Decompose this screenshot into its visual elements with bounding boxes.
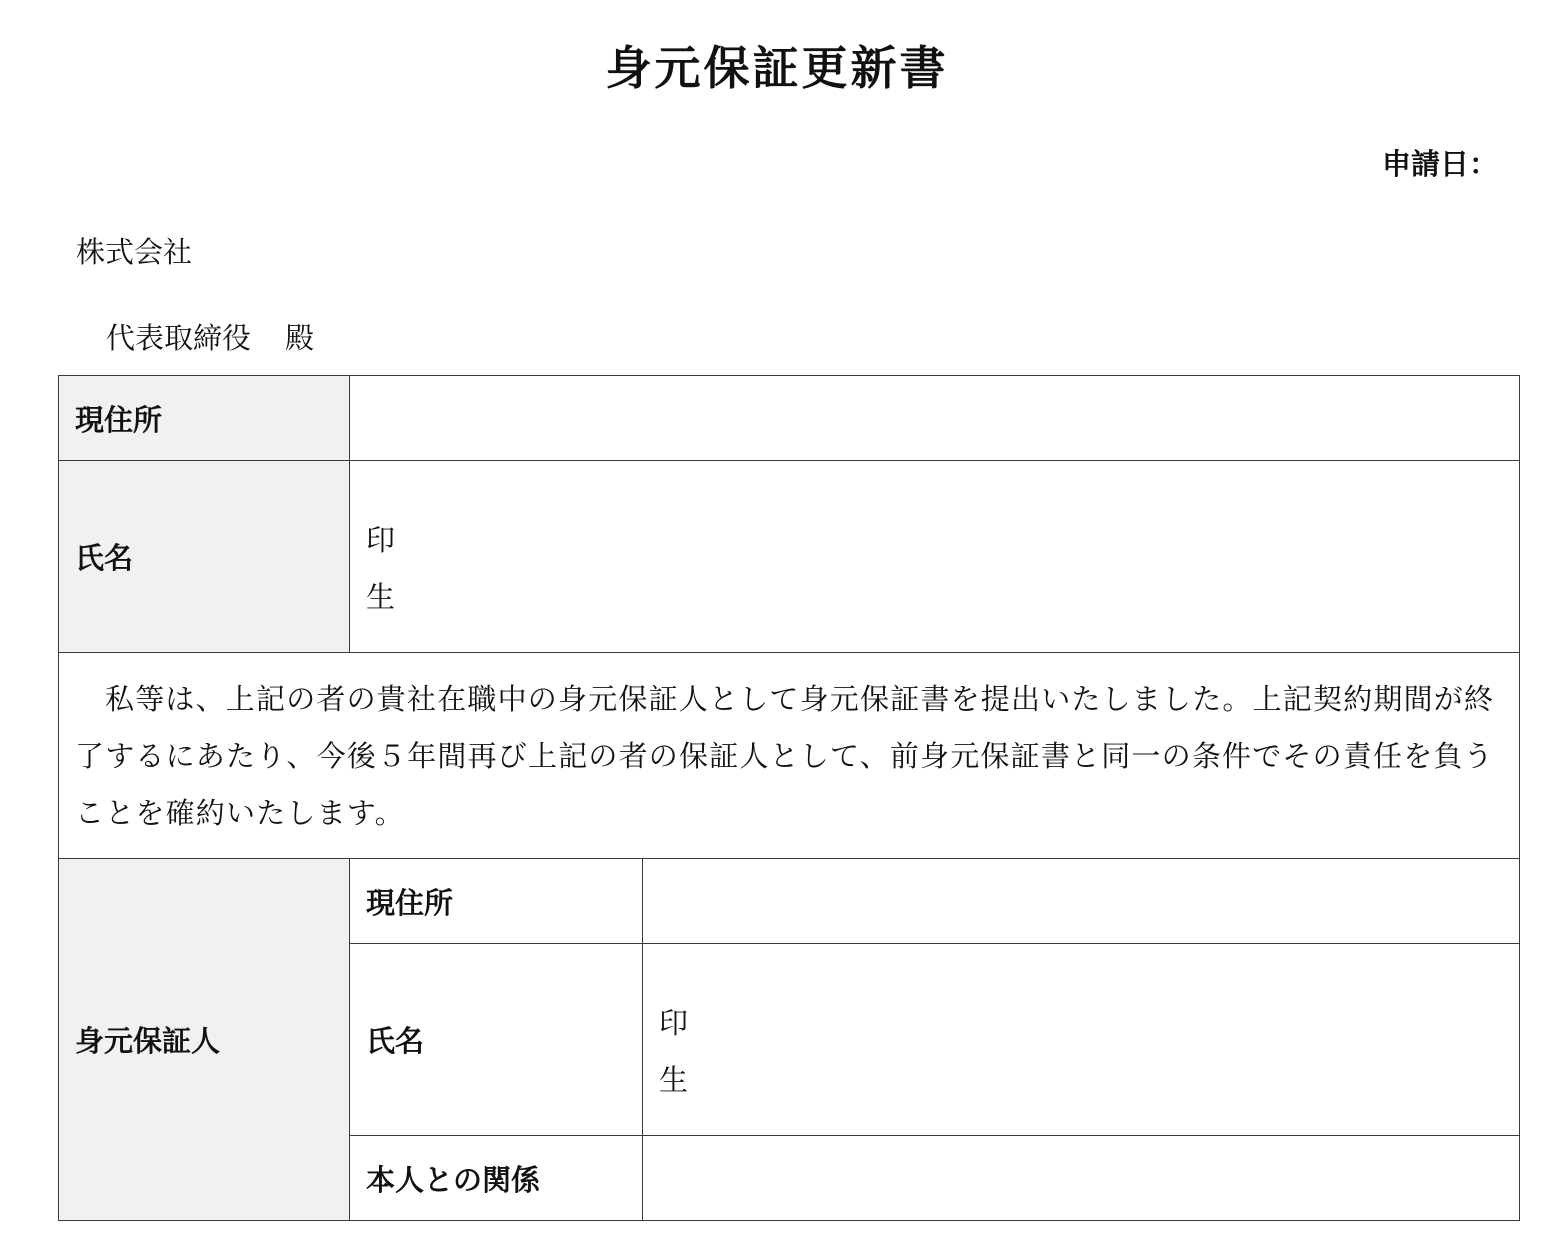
statement-row: [59, 653, 1520, 859]
document-title: 身元保証更新書: [605, 41, 949, 95]
guarantor-name-field[interactable]: [643, 944, 1520, 1136]
guarantor-relationship-field[interactable]: [643, 1136, 1520, 1221]
guarantor-relationship-label: 本人との関係: [350, 1136, 643, 1221]
employee-address-label: 現住所: [59, 376, 350, 461]
guarantor-name-label: 氏名: [350, 944, 643, 1136]
employee-name-field[interactable]: [350, 461, 1520, 653]
addressee-representative: [106, 316, 314, 357]
guarantor-section-label: 身元保証人: [59, 859, 350, 1221]
addressee-company: 株式会社: [76, 235, 193, 269]
guarantor-birth-label: 生: [659, 1062, 689, 1097]
addressee-title: 代表取締役: [106, 321, 252, 355]
guarantor-address-field[interactable]: [643, 859, 1520, 944]
application-date-label: 申請日：: [1381, 147, 1498, 181]
addressee-honorific: 殿: [285, 321, 315, 355]
employee-name-label: 氏名: [59, 461, 350, 653]
employee-address-row: [59, 376, 1520, 461]
guarantor-address-row: [59, 859, 1520, 944]
employee-address-field[interactable]: [350, 376, 1520, 461]
guarantee-statement: 私等は、上記の者の貴社在職中の身元保証人として身元保証書を提出いたしました。上記契約期間が終了するにあたり、今後５年間再び上記の者の保証人として、前身元保証書と同一の条件でその責任を負うことを確約いたします。: [59, 653, 1520, 859]
employee-seal-mark: 印: [366, 522, 396, 557]
guarantee-form-table: [58, 375, 1520, 1221]
employee-name-row: [59, 461, 1520, 653]
guarantor-seal-mark: 印: [659, 1005, 689, 1040]
employee-birth-label: 生: [366, 579, 396, 614]
guarantor-address-label: 現住所: [350, 859, 643, 944]
